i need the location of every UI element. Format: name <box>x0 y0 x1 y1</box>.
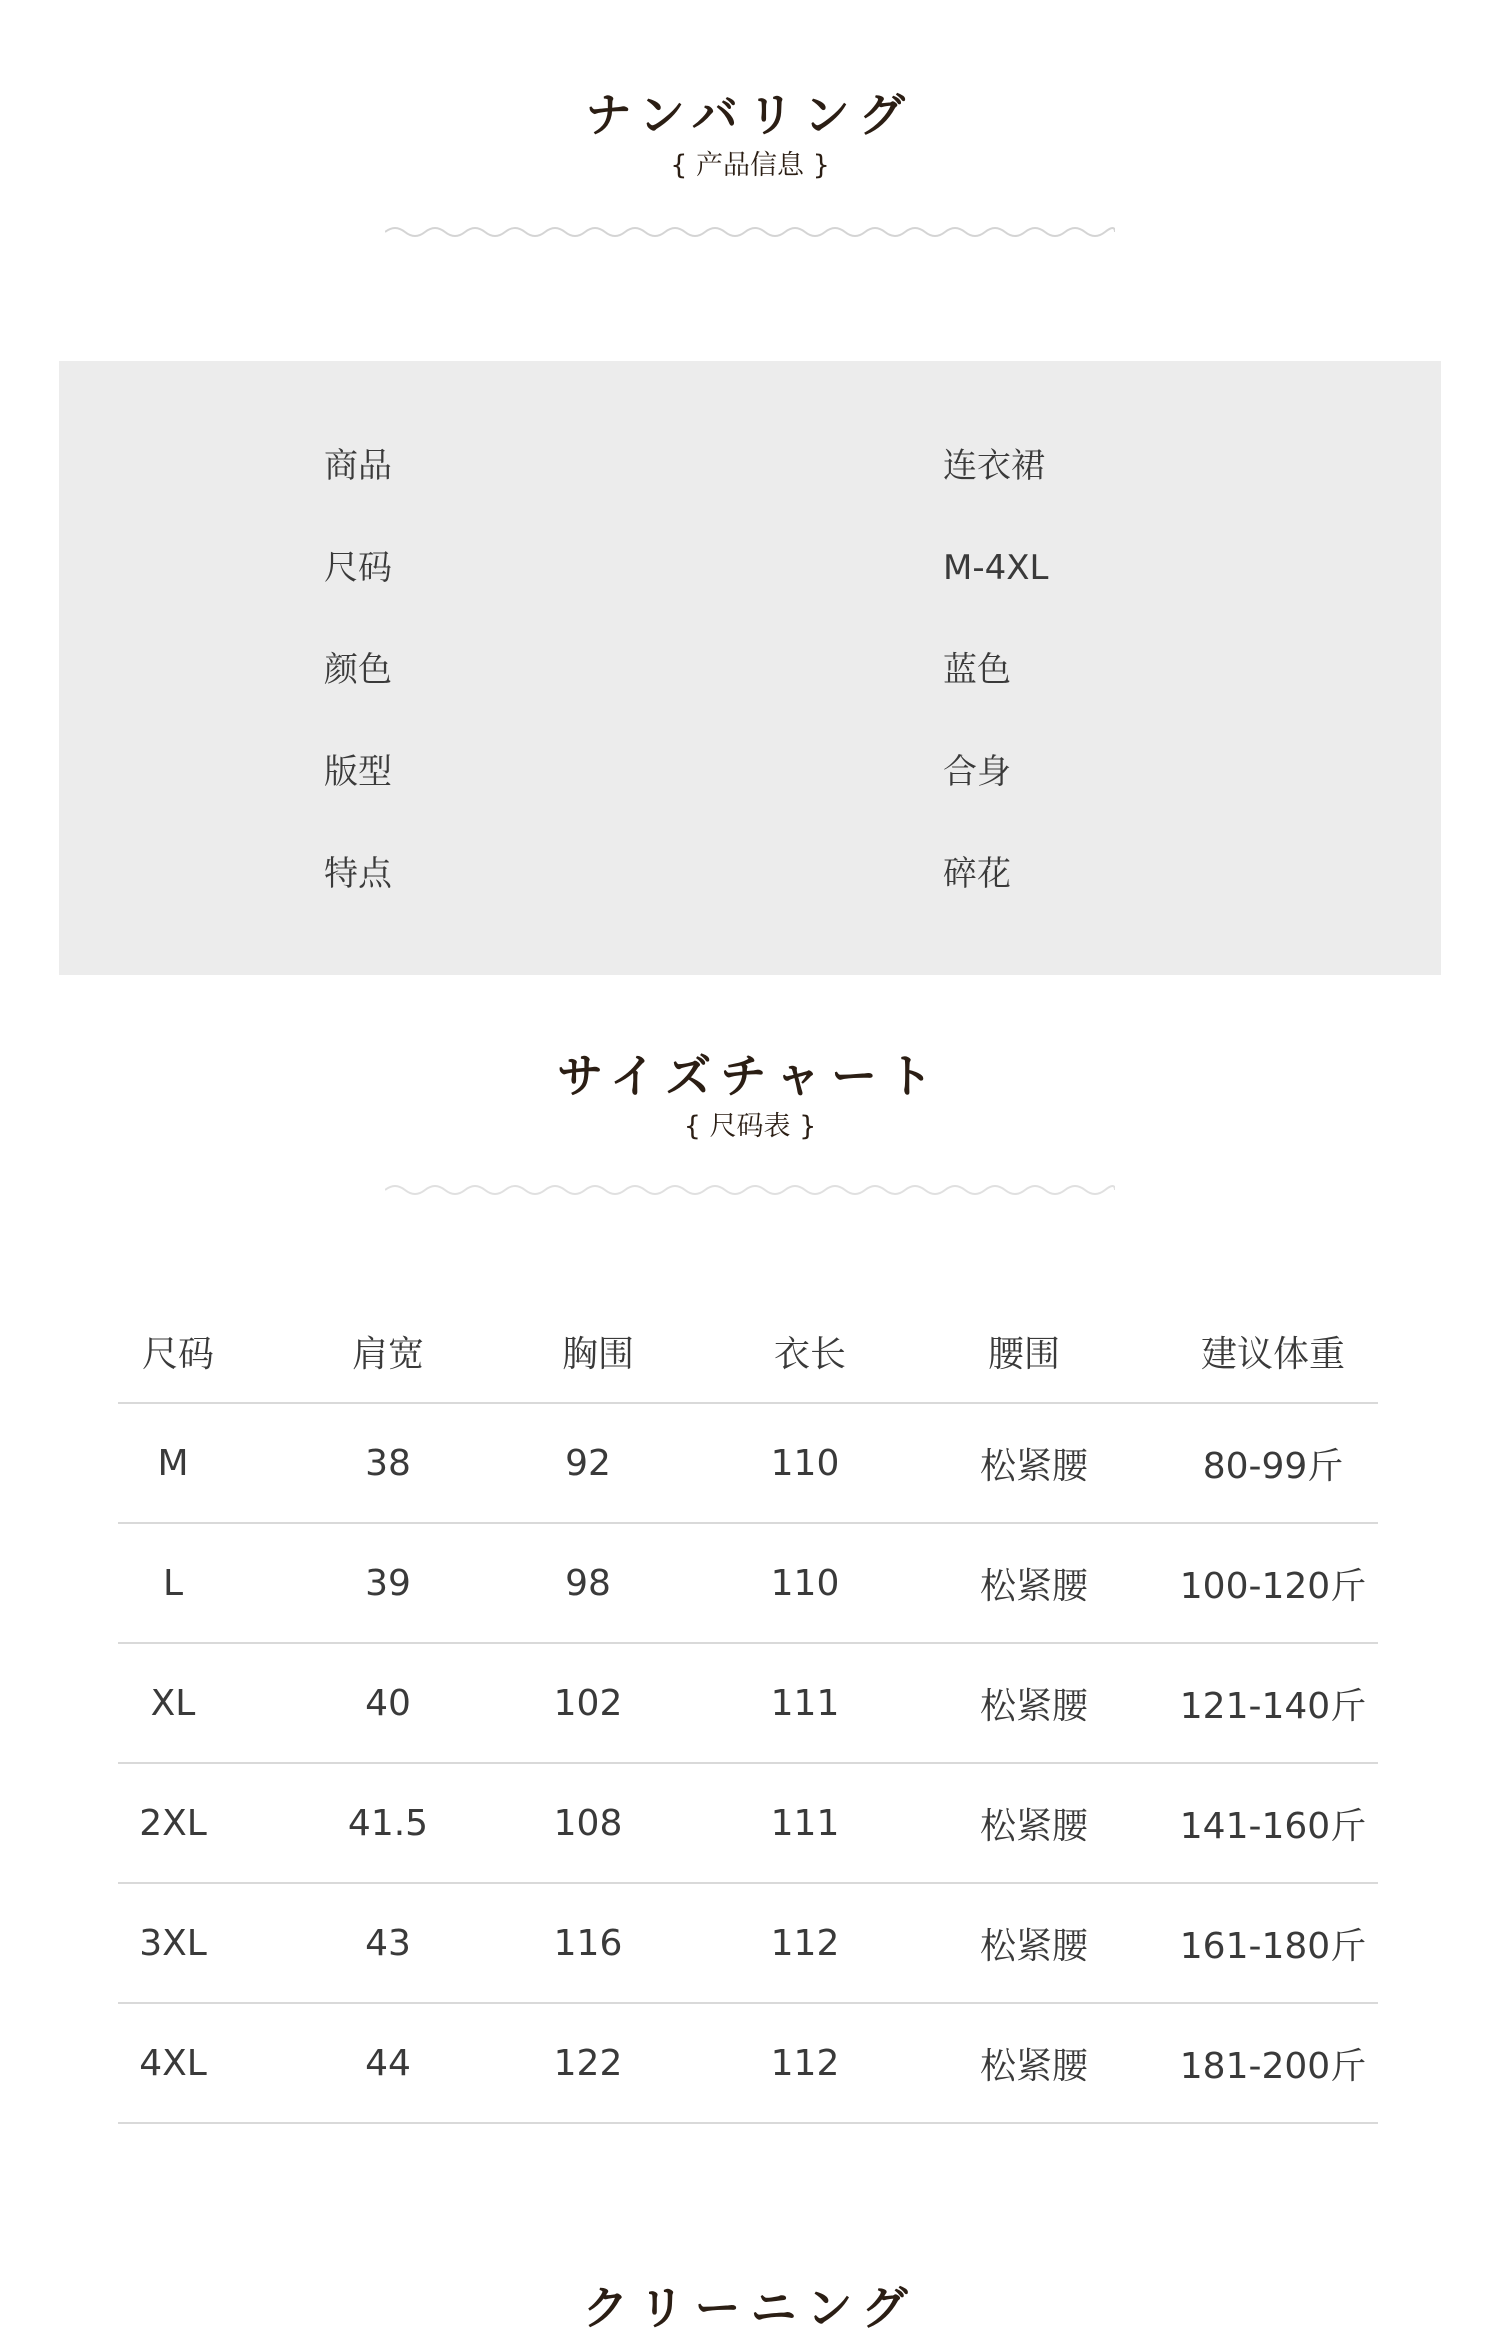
size-table <box>118 1300 1378 2124</box>
table-cell: 112 <box>770 1922 840 1964</box>
table-cell: 181-200斤 <box>1179 2045 1367 2087</box>
table-cell: 3XL <box>139 1922 207 1964</box>
product-info-panel <box>59 361 1441 975</box>
info-value: 连衣裙 <box>943 446 1045 486</box>
table-cell: 102 <box>553 1682 623 1724</box>
table-cell: 41.5 <box>347 1802 429 1844</box>
table-row <box>118 1884 1378 2004</box>
info-row <box>59 854 1441 894</box>
info-value: 蓝色 <box>943 650 1011 690</box>
table-cell: 4XL <box>139 2042 207 2084</box>
table-header: 腰围 <box>987 1333 1060 1375</box>
table-cell: 松紧腰 <box>979 1565 1088 1607</box>
table-cell: 松紧腰 <box>979 1805 1088 1847</box>
table-cell: 松紧腰 <box>979 1445 1088 1487</box>
info-row <box>59 446 1441 486</box>
table-cell: 40 <box>365 1682 411 1724</box>
table-row <box>118 1764 1378 1884</box>
table-cell: 161-180斤 <box>1179 1925 1367 1967</box>
info-label: 版型 <box>324 752 392 792</box>
table-header-row <box>118 1300 1378 1404</box>
info-value: 合身 <box>943 752 1011 792</box>
table-cell: L <box>162 1562 184 1604</box>
table-cell: 111 <box>770 1802 840 1844</box>
table-cell: 80-99斤 <box>1202 1445 1344 1487</box>
table-header: 建议体重 <box>1200 1333 1345 1375</box>
table-cell: 2XL <box>139 1802 207 1844</box>
table-cell: 111 <box>770 1682 840 1724</box>
section-title-cleaning: クリーニング <box>582 2281 918 2335</box>
table-cell: 98 <box>565 1562 611 1604</box>
section-title: サイズチャート <box>556 1049 944 1103</box>
table-cell: 108 <box>553 1802 623 1844</box>
info-row <box>59 752 1441 792</box>
table-cell: 100-120斤 <box>1179 1565 1367 1607</box>
table-cell: 38 <box>365 1442 411 1484</box>
info-row <box>59 650 1441 690</box>
table-row <box>118 1644 1378 1764</box>
section-header-size-chart <box>0 1049 1500 1142</box>
section-header-product-info <box>0 88 1500 181</box>
table-cell: 110 <box>770 1442 840 1484</box>
table-cell: 116 <box>553 1922 623 1964</box>
table-cell: 43 <box>365 1922 411 1964</box>
info-value: 碎花 <box>943 854 1011 894</box>
table-cell: 松紧腰 <box>979 1685 1088 1727</box>
table-row <box>118 2004 1378 2124</box>
table-header: 肩宽 <box>351 1333 424 1375</box>
wave-divider <box>385 222 1115 242</box>
table-header: 胸围 <box>561 1333 634 1375</box>
wave-divider <box>385 1180 1115 1200</box>
info-value: M-4XL <box>943 548 1049 588</box>
table-cell: 39 <box>365 1562 411 1604</box>
table-cell: M <box>157 1442 189 1484</box>
table-row <box>118 1404 1378 1524</box>
table-cell: XL <box>150 1682 196 1724</box>
table-cell: 松紧腰 <box>979 2045 1088 2087</box>
info-row <box>59 548 1441 588</box>
table-cell: 122 <box>553 2042 623 2084</box>
info-label: 尺码 <box>324 548 392 588</box>
table-header: 衣长 <box>773 1333 846 1375</box>
info-label: 特点 <box>324 854 392 894</box>
table-cell: 110 <box>770 1562 840 1604</box>
table-row <box>118 1524 1378 1644</box>
table-cell: 141-160斤 <box>1179 1805 1367 1847</box>
section-subtitle: { 产品信息 } <box>670 150 830 181</box>
table-cell: 92 <box>565 1442 611 1484</box>
table-cell: 松紧腰 <box>979 1925 1088 1967</box>
info-label: 颜色 <box>324 650 392 690</box>
section-subtitle: { 尺码表 } <box>683 1111 817 1142</box>
table-cell: 112 <box>770 2042 840 2084</box>
table-cell: 44 <box>365 2042 411 2084</box>
info-label: 商品 <box>324 446 392 486</box>
section-title: ナンバリング <box>585 88 915 142</box>
table-header: 尺码 <box>141 1333 214 1375</box>
table-cell: 121-140斤 <box>1179 1685 1367 1727</box>
